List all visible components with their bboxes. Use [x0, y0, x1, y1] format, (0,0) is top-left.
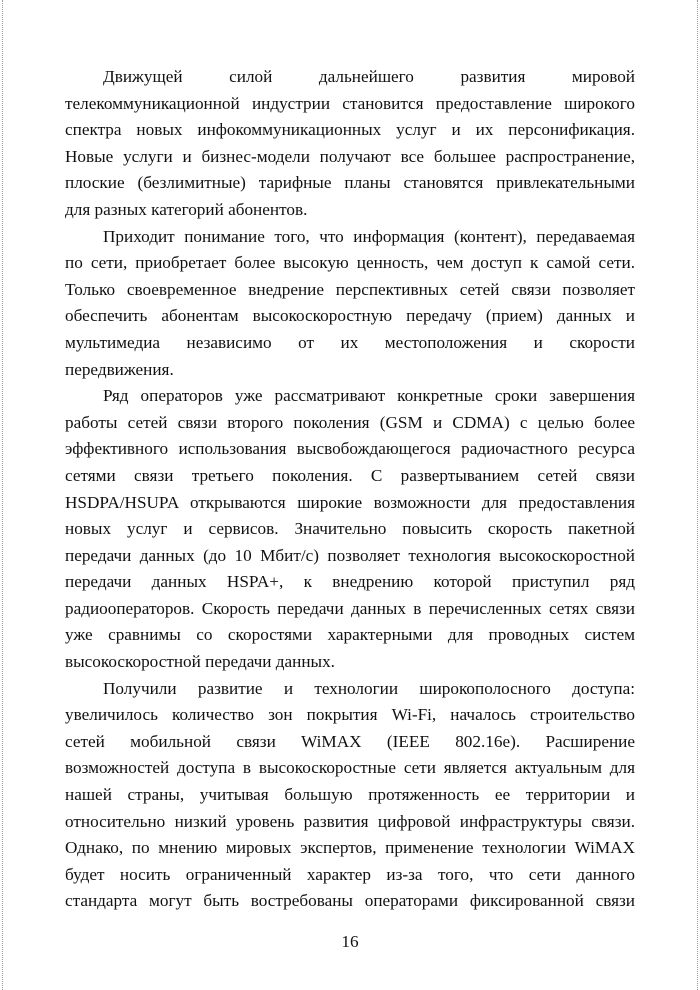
text-line: уже сравнимы со скоростями характерными для проводных систем: [65, 625, 635, 645]
page-edge-left: [2, 0, 3, 990]
text-line: HSDPA/HSUPA открываются широкие возможности для предоставления: [65, 492, 635, 512]
text-line: будет носить ограниченный характер из-за того, что сети данного: [65, 864, 635, 884]
text-line: мультимедиа независимо от их местоположения и скорости: [65, 332, 635, 352]
text-line: относительно низкий уровень развития цифровой инфраструктуры связи.: [65, 811, 635, 831]
body-text: [65, 64, 635, 915]
text-line: Новые услуги и бизнес-модели получают все большее распространение,: [65, 146, 635, 166]
text-line: телекоммуникационной индустрии становится предоставление широкого: [65, 93, 635, 113]
text-line: эффективного использования высвобождающегося радиочастного ресурса: [65, 439, 635, 459]
text-line: новых услуг и сервисов. Значительно повысить скорость пакетной: [65, 519, 635, 539]
text-line: нашей страны, учитывая большую протяженность ее территории и: [65, 785, 635, 805]
text-line: передачи данных (до 10 Мбит/с) позволяет технология высокоскоростной: [65, 545, 635, 565]
text-line: сетей мобильной связи WiMAX (IEEE 802.16e). Расширение: [65, 731, 635, 751]
text-line: возможностей доступа в высокоскоростные сети является актуальным для: [65, 758, 635, 778]
text-line: увеличилось количество зон покрытия Wi-Fi, началось строительство: [65, 705, 635, 725]
text-line: передвижения.: [65, 359, 174, 379]
text-line: Ряд операторов уже рассматривают конкретные сроки завершения: [103, 386, 635, 406]
text-line: Только своевременное внедрение перспективных сетей связи позволяет: [65, 279, 635, 299]
text-line: высокоскоростной передачи данных.: [65, 652, 335, 672]
text-line: по сети, приобретает более высокую ценность, чем доступ к самой сети.: [65, 253, 635, 273]
text-line: работы сетей связи второго поколения (GSM и CDMA) с целью более: [65, 412, 635, 432]
page-number: 16: [341, 932, 359, 951]
text-line: спектра новых инфокоммуникационных услуг и их персонификация.: [65, 120, 635, 140]
text-line: Движущей силой дальнейшего развития мировой: [103, 67, 635, 86]
text-line: сетями связи третьего поколения. С развертыванием сетей связи: [65, 465, 635, 485]
text-line: Получили развитие и технологии широкополосного доступа:: [103, 678, 635, 698]
text-line: Приходит понимание того, что информация (контент), передаваемая: [103, 226, 635, 246]
text-line: обеспечить абонентам высокоскоростную передачу (прием) данных и: [65, 306, 635, 326]
page-edge-right: [697, 0, 698, 990]
text-line: Однако, по мнению мировых экспертов, применение технологии WiMAX: [65, 838, 635, 858]
text-line: стандарта могут быть востребованы операторами фиксированной связи: [65, 891, 635, 911]
text-line: плоские (безлимитные) тарифные планы становятся привлекательными: [65, 173, 635, 193]
text-line: для разных категорий абонентов.: [65, 199, 308, 219]
text-line: передачи данных HSPA+, к внедрению которой приступил ряд: [65, 572, 635, 592]
text-line: радиооператоров. Скорость передачи данных в перечисленных сетях связи: [65, 598, 635, 618]
